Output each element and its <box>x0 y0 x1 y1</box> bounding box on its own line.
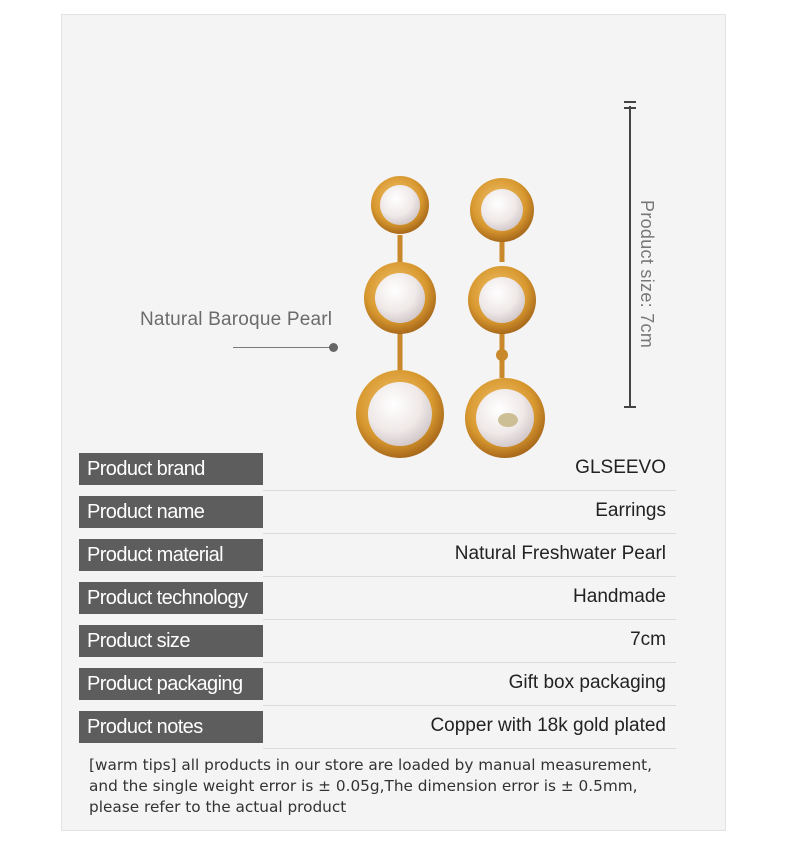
product-size-vertical-label: Product size: 7cm <box>637 200 657 349</box>
divider <box>263 533 676 534</box>
right-earring <box>465 178 545 458</box>
tips-line: and the single weight error is ± 0.05g,The dimension error is ± 0.5mm, <box>89 777 638 795</box>
divider <box>263 619 676 620</box>
spec-value: Gift box packaging <box>508 672 666 693</box>
spec-value: 7cm <box>630 629 666 650</box>
spec-row-material <box>79 537 676 573</box>
spec-row-brand <box>79 451 676 487</box>
spec-value: Natural Freshwater Pearl <box>454 543 666 564</box>
size-cap-bottom <box>624 406 636 408</box>
divider <box>263 662 676 663</box>
size-cap-top-inner <box>624 107 636 109</box>
spec-row-name <box>79 494 676 530</box>
spec-key: Product packaging <box>79 668 263 700</box>
spec-row-packaging <box>79 666 676 702</box>
spec-value: Earrings <box>595 500 666 521</box>
size-measure-bar <box>629 106 631 408</box>
spec-value: GLSEEVO <box>575 457 666 478</box>
spec-row-size <box>79 623 676 659</box>
warm-tips-note <box>89 755 689 818</box>
tips-line: [warm tips] all products in our store are loaded by manual measurement, <box>89 756 652 774</box>
spec-key: Product technology <box>79 582 263 614</box>
tips-line: please refer to the actual product <box>89 798 347 816</box>
size-cap-top <box>624 101 636 103</box>
spec-key: Product material <box>79 539 263 571</box>
spec-value: Handmade <box>573 586 666 607</box>
spec-key: Product name <box>79 496 263 528</box>
callout-dot <box>329 343 338 352</box>
spec-row-notes <box>79 709 676 745</box>
spec-value: Copper with 18k gold plated <box>430 715 666 736</box>
spec-key: Product notes <box>79 711 263 743</box>
pearl-callout-label: Natural Baroque Pearl <box>140 309 333 330</box>
spec-key: Product brand <box>79 453 263 485</box>
callout-line <box>233 347 333 348</box>
divider <box>263 490 676 491</box>
spec-row-technology <box>79 580 676 616</box>
divider <box>263 748 676 749</box>
divider <box>263 705 676 706</box>
left-earring <box>356 176 444 458</box>
divider <box>263 576 676 577</box>
spec-key: Product size <box>79 625 263 657</box>
